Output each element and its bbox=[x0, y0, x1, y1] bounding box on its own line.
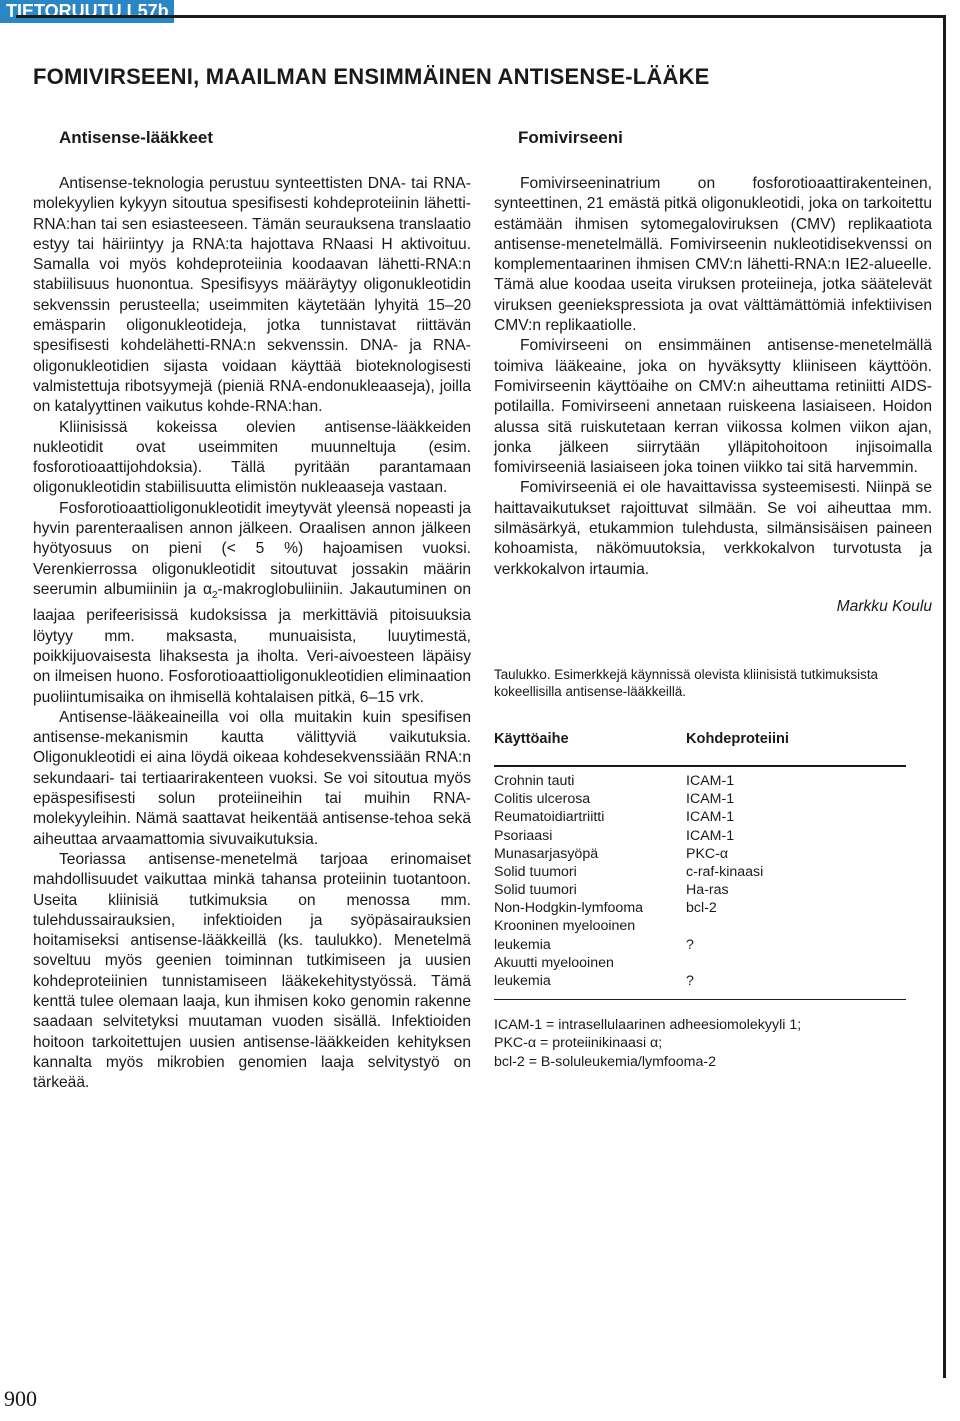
table-row bbox=[494, 827, 914, 845]
page-number: 900 bbox=[4, 1386, 37, 1411]
table-cell-indication: Solid tuumori bbox=[494, 863, 577, 880]
table-row bbox=[494, 972, 914, 990]
table-cell-target: ICAM-1 bbox=[686, 827, 735, 844]
table-cell-target: ? bbox=[686, 973, 694, 989]
subscript: 2 bbox=[211, 590, 218, 602]
table-row bbox=[494, 881, 914, 899]
section-tag: TIETORUUTU L57b bbox=[0, 0, 174, 23]
table-row bbox=[494, 863, 914, 881]
paragraph: Teoriassa antisense-menetelmä tarjoaa erinomaiset mahdollisuudet vaikuttaa minkä tahansa proteiinin tuotantoon. Useita kliinisiä tutkimuksia on menossa mm. tulehdussairauksien, infektioiden ja syöpäsairauksien hoitamiseksi antisense-lääkkeillä (ks. taulukko). Menetelmä soveltuu myös geenien toiminnan tutkimiseen ja uusien kohdeproteiinien tunnistamiseen lääkekehitystyössä. Tämä kenttä tulee olemaan laaja, kun ihmisen koko genomin rakenne saadaan selvitetyksi muutaman vuoden sisällä. Infektioiden hoitoon tarkoitettujen uusien antisense-lääkkeiden kehityksen kannalta myös mikrobien genomien laaja selvitystyö on tärkeää. bbox=[33, 850, 471, 1092]
paragraph: Fomivirseeninatrium on fosforotioaattirakenteinen, synteettinen, 21 emästä pitkä oligonukleotidi, joka on tarkoitettu estämään ihmisen sytomegaloviruksen (CMV) replikaatiota antisense-menetelmällä. Fomivirseenin nukleotidisekvenssi on komplementaarinen ihmisen CMV:n lähetti-RNA:n IE2-alueelle. Tämä alue koodaa useita viruksen proteiineja, jotka säätelevät viruksen geeniekspressiota ja ovat välttämättömiä infektiivisen CMV:n replikaatiolle. bbox=[494, 175, 932, 335]
section-heading-fomivirseeni: Fomivirseeni bbox=[518, 128, 623, 147]
abbreviation-list bbox=[494, 1016, 914, 1071]
paragraph-part: -makroglobuliiniin. Jakautuminen on laajaa perifeerisissä kudoksissa ja merkittäviä pitoisuuksia löytyy mm. maksasta, munuaisista, luuytimestä, poikkijuovaisesta lihaksesta ja iholta. Veri-aivoesteen läpäisy on ilmeisen huono. Fosforotioaattioligonukleotidien eliminaation puoliintumisaika on ihmisellä kohtalaisen pitkä, 6–15 vrk. bbox=[33, 580, 471, 706]
abbreviation-item: PKC-α = proteiinikinaasi α; bbox=[494, 1035, 663, 1052]
table-cell-target: ICAM-1 bbox=[686, 772, 735, 789]
table-cell-target: PKC-α bbox=[686, 845, 729, 862]
table-cell-indication: Solid tuumori bbox=[494, 882, 577, 899]
table-cell-target bbox=[686, 917, 914, 935]
paragraph: Kliinisissä kokeissa olevien antisense-lääkkeiden nukleotidit ovat useimmiten muunneltuja (esim. fosforotioaattijohdoksia). Tällä pyritään parantamaan oligonukleotidin stabiilisuutta elimistön nukleaaseja vastaan. bbox=[33, 418, 471, 497]
trials-table bbox=[494, 731, 914, 1071]
table-cell-target: Ha-ras bbox=[686, 882, 729, 899]
table-header-cell: Kohdeproteiini bbox=[686, 730, 789, 747]
paragraph: Antisense-teknologia perustuu synteettisten DNA- tai RNA-molekyylien kykyyn sitoutua spesifisesti kohdeproteiinin lähetti-RNA:han tai sen esiasteeseen. Tämän seurauksena translaatio estyy tai häiriintyy ja RNA:ta hajottava RNaasi H aktivoituu. Samalla voi myös kohdeproteiinia koodaavan lähetti-RNA:n stabiilisuus huonontua. Spesifisyys määräytyy oligonukleotidin sekvenssin perusteella; useimmiten käytetään lyhyitä 15–20 emäsparin oligonukleotideja, jotka tunnistavat riittävän spesifisesti kohdelähetti-RNA:n sekvenssin. DNA- ja RNA-oligonukleotidien sijasta voidaan käyttää bioteknologisesti valmistettuja ribotsyymejä (pieniä RNA-endonukleaaseja), joilla on katalyyttinen vaikutus kohde-RNA:han. bbox=[33, 175, 471, 416]
table-row bbox=[494, 936, 914, 954]
table-cell-indication: Colitis ulcerosa bbox=[494, 791, 591, 808]
table-cell-indication: Munasarjasyöpä bbox=[494, 845, 599, 862]
right-column bbox=[494, 128, 932, 1071]
table-cell-target: bcl-2 bbox=[686, 900, 717, 917]
author-name: Markku Koulu bbox=[836, 597, 932, 615]
abbreviation-item: bcl-2 = B-soluleukemia/lymfooma-2 bbox=[494, 1053, 716, 1070]
table-cell-target: ICAM-1 bbox=[686, 791, 735, 808]
paragraph: Fomivirseeni on ensimmäinen antisense-menetelmällä toimiva lääkeaine, joka on hyväksytty kliiniseen käyttöön. Fomivirseenin käyttöaihe on CMV:n aiheuttama retiniitti AIDS-potilailla. Fomivirseeni annetaan ruiskeena lasiaiseen. Hoidon alussa sitä ruiskutetaan kerran viikossa kolmen viikon ajan, jonka jälkeen siirrytään ylläpitohoitoon injisoimalla fomivirseeniä lasiaiseen joka toinen viikko tai sitä harvemmin. bbox=[494, 337, 932, 477]
table-header-cell: Käyttöaihe bbox=[494, 730, 569, 747]
table-cell-indication: Reumatoidiartriitti bbox=[494, 809, 605, 826]
table-cell-target: ? bbox=[686, 936, 694, 953]
table-cell-indication: Psoriaasi bbox=[494, 827, 553, 844]
table-divider bbox=[494, 765, 906, 767]
table-cell-indication: leukemia bbox=[494, 936, 551, 953]
table-cell-indication: Crohnin tauti bbox=[494, 772, 575, 789]
table-row bbox=[494, 808, 914, 826]
article-title: FOMIVIRSEENI, MAAILMAN ENSIMMÄINEN ANTISENSE-LÄÄKE bbox=[33, 64, 710, 89]
table-cell-indication: leukemia bbox=[494, 973, 551, 989]
table-row bbox=[494, 772, 914, 790]
table-row bbox=[494, 845, 914, 863]
table-row bbox=[494, 899, 914, 917]
table-row bbox=[494, 790, 914, 808]
paragraph: Antisense-lääkeaineilla voi olla muitakin kuin spesifisen antisense-mekanismin kautta välittyviä vaikutuksia. Oligonukleotidi ei aina löydä oikeaa kohdesekvenssiään RNA:n sekundaari- tai tertiaarirakenteen vuoksi. Se voi sitoutua myös epäspesifisesti solun proteiineihin tai muihin RNA-molekyyleihin. Nämä saattavat heikentää antisense-tehoa sekä aiheuttaa arvaamattomia sivuvaikutuksia. bbox=[33, 708, 471, 848]
section-heading-antisense: Antisense-lääkkeet bbox=[59, 128, 214, 147]
table-cell-target: c-raf-kinaasi bbox=[686, 863, 764, 880]
table-row bbox=[494, 954, 914, 972]
table-cell-target: ICAM-1 bbox=[686, 809, 735, 826]
paragraph: Fomivirseeniä ei ole havaittavissa systeemisesti. Niinpä se haittavaikutukset rajoittuvat silmään. Se voi aiheuttaa mm. silmäsärkyä, etukammion tulehdusta, silmänsisäisen paineen kohoamista, näkömuutoksia, verkkokalvon turvotusta ja verkkokalvon irtaumia. bbox=[494, 479, 932, 578]
paragraph-part: Fosforotioaattioligonukleotidit imeytyvät yleensä nopeasti ja hyvin parenteraalisen annon jälkeen. Oraalisen annon jälkeen hyötyosuus on pieni (< 5 %) hajoamisen vuoksi. Verenkierrossa oligonukleotidit sitoutuvat jossakin määrin seerumin albumiiniin ja α bbox=[33, 499, 471, 598]
table-header-row bbox=[494, 731, 914, 751]
paragraph-with-subscript bbox=[33, 499, 471, 708]
table-cell-target bbox=[686, 954, 914, 972]
abbreviation-item: ICAM-1 = intrasellulaarinen adheesiomolekyyli 1; bbox=[494, 1017, 802, 1034]
table-cell-indication: Krooninen myelooinen bbox=[494, 918, 636, 935]
table-cell-indication: Akuutti myelooinen bbox=[494, 954, 614, 971]
table-row bbox=[494, 917, 914, 935]
table-body bbox=[494, 772, 914, 990]
left-column bbox=[33, 128, 471, 1093]
table-divider bbox=[494, 999, 906, 1000]
table-caption: Taulukko. Esimerkkejä käynnissä olevista kliinisistä tutkimuksista kokeellisilla antisense-lääkkeillä. bbox=[494, 666, 879, 699]
table-cell-indication: Non-Hodgkin-lymfooma bbox=[494, 900, 644, 917]
